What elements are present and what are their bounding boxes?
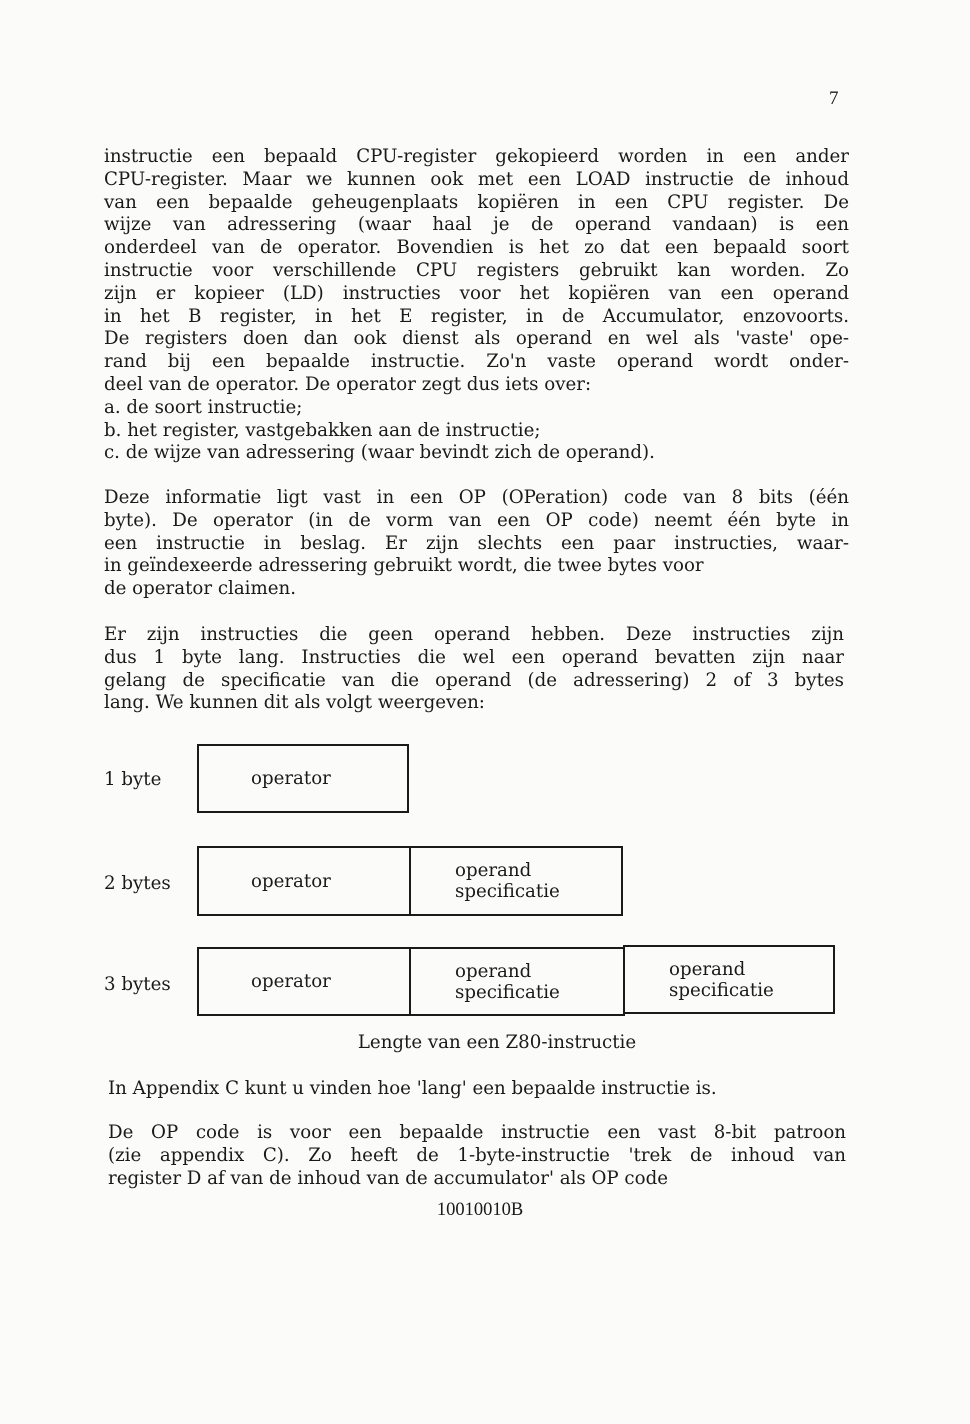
text-line: De OP code is voor een bepaalde instructie een vast 8-bit patroon xyxy=(108,1122,846,1143)
row-label-3-bytes: 3 bytes xyxy=(104,974,171,995)
text-line: CPU-register. Maar we kunnen ook met een LOAD instructie de inhoud xyxy=(104,168,849,190)
paragraph-3 xyxy=(104,624,844,715)
text-line: zijn er kopieer (LD) instructies voor het kopiëren van een operand xyxy=(104,282,849,304)
list-item-c: c. de wijze van adressering (waar bevindt zich de operand). xyxy=(104,442,655,464)
operator-box xyxy=(197,744,409,813)
operator-label: operator xyxy=(251,870,331,892)
row-label-2-bytes: 2 bytes xyxy=(104,873,171,894)
paragraph-4: In Appendix C kunt u vinden hoe 'lang' een bepaalde instructie is. xyxy=(108,1078,717,1099)
text-line: in het B register, in het E register, in de Accumulator, enzovoorts. xyxy=(104,305,849,327)
paragraph-5 xyxy=(108,1122,846,1190)
text-line: dus 1 byte lang. Instructies die wel een operand bevatten zijn naar xyxy=(104,646,844,668)
text-line: lang. We kunnen dit als volgt weergeven: xyxy=(104,692,485,714)
operator-box xyxy=(197,947,411,1016)
paragraph-2 xyxy=(104,487,849,601)
page-number: 7 xyxy=(829,88,839,109)
text-line: van een bepaalde geheugenplaats kopiëren in een CPU register. De xyxy=(104,191,849,213)
list-item-a: a. de soort instructie; xyxy=(104,396,303,418)
text-line: De registers doen dan ook dienst als operand en wel als 'vaste' ope- xyxy=(104,328,849,350)
text-line: register D af van de inhoud van de accumulator' als OP code xyxy=(108,1167,668,1189)
operator-label: operator xyxy=(251,768,331,789)
diagram-caption: Lengte van een Z80-instructie xyxy=(357,1032,637,1053)
text-line: (zie appendix C). Zo heeft de 1-byte-instructie 'trek de inhoud van xyxy=(108,1144,846,1166)
text-line: instructie voor verschillende CPU registers gebruikt kan worden. Zo xyxy=(104,259,849,281)
text-line: onderdeel van de operator. Bovendien is het zo dat een bepaald soort xyxy=(104,237,849,259)
operand-label: operand xyxy=(455,960,532,982)
text-line: rand bij een bepaalde instructie. Zo'n vaste operand wordt onder- xyxy=(104,351,849,373)
operand-specification-box xyxy=(623,945,835,1014)
text-line: in geïndexeerde adressering gebruikt wordt, die twee bytes voor xyxy=(104,555,704,577)
text-line: de operator claimen. xyxy=(104,578,296,600)
text-line: een instructie in beslag. Er zijn slechts een paar instructies, waar- xyxy=(104,532,849,554)
operand-label: operand xyxy=(455,860,532,881)
text-line: gelang de specificatie van die operand (de adressering) 2 of 3 bytes xyxy=(104,669,844,691)
paragraph-1 xyxy=(104,146,849,465)
operand-label: operand xyxy=(669,958,746,980)
text-line: byte). De operator (in de vorm van een OP code) neemt één byte in xyxy=(104,509,849,531)
operator-box xyxy=(197,846,411,916)
op-code-value: 10010010B xyxy=(436,1200,524,1220)
list-item-b: b. het register, vastgebakken aan de instructie; xyxy=(104,419,541,441)
operand-specification-box xyxy=(409,846,623,916)
operand-specification-box xyxy=(409,947,625,1016)
specification-label: specificatie xyxy=(455,981,560,1003)
operator-label: operator xyxy=(251,971,331,992)
text-line: instructie een bepaald CPU-register gekopieerd worden in een ander xyxy=(104,146,849,167)
specification-label: specificatie xyxy=(455,881,560,902)
specification-label: specificatie xyxy=(669,979,774,1001)
text-line: Deze informatie ligt vast in een OP (OPeration) code van 8 bits (één xyxy=(104,487,849,508)
text-line: Er zijn instructies die geen operand hebben. Deze instructies zijn xyxy=(104,624,844,645)
row-label-1-byte: 1 byte xyxy=(104,769,162,790)
text-line: deel van de operator. De operator zegt dus iets over: xyxy=(104,373,592,395)
text-line: wijze van adressering (waar haal je de operand vandaan) is een xyxy=(104,214,849,236)
